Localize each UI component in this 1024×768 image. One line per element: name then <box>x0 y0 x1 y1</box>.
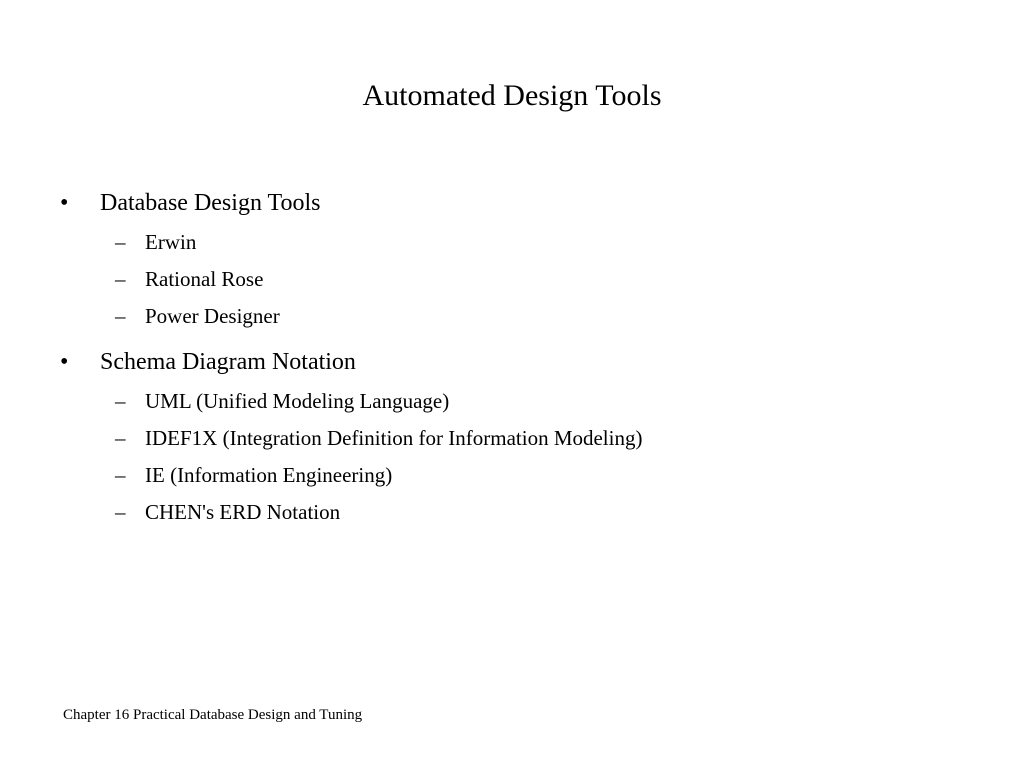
bullet-text: Database Design Tools <box>100 190 321 216</box>
sub-list-database-design-tools <box>60 224 960 335</box>
sub-item-text: Rational Rose <box>145 267 264 291</box>
bullet-marker: • <box>60 190 69 216</box>
sub-item-ie <box>60 457 960 494</box>
sub-item-text: CHEN's ERD Notation <box>145 500 341 524</box>
slide-content <box>60 182 960 537</box>
sub-item-text: UML (Unified Modeling Language) <box>145 389 450 413</box>
sub-marker: – <box>115 500 126 524</box>
sub-item-text: Power Designer <box>145 304 280 328</box>
sub-marker: – <box>115 230 126 254</box>
slide-title: Automated Design Tools <box>362 79 662 112</box>
sub-item-chen-erd <box>60 494 960 531</box>
sub-marker: – <box>115 304 126 328</box>
sub-item-text: Erwin <box>145 230 197 254</box>
sub-marker: – <box>115 426 126 450</box>
bullet-text: Schema Diagram Notation <box>100 349 356 375</box>
sub-item-rational-rose <box>60 261 960 298</box>
slide-footer: Chapter 16 Practical Database Design and Tuning <box>63 707 363 723</box>
bullet-item-schema-diagram-notation <box>60 341 960 383</box>
sub-list-schema-diagram-notation <box>60 383 960 531</box>
sub-marker: – <box>115 463 126 487</box>
sub-item-erwin <box>60 224 960 261</box>
sub-item-text: IDEF1X (Integration Definition for Information Modeling) <box>145 426 643 450</box>
sub-item-text: IE (Information Engineering) <box>145 463 393 487</box>
sub-item-power-designer <box>60 298 960 335</box>
sub-marker: – <box>115 389 126 413</box>
sub-marker: – <box>115 267 126 291</box>
bullet-marker: • <box>60 349 69 375</box>
bullet-item-database-design-tools <box>60 182 960 224</box>
sub-item-idef1x <box>60 420 960 457</box>
sub-item-uml <box>60 383 960 420</box>
